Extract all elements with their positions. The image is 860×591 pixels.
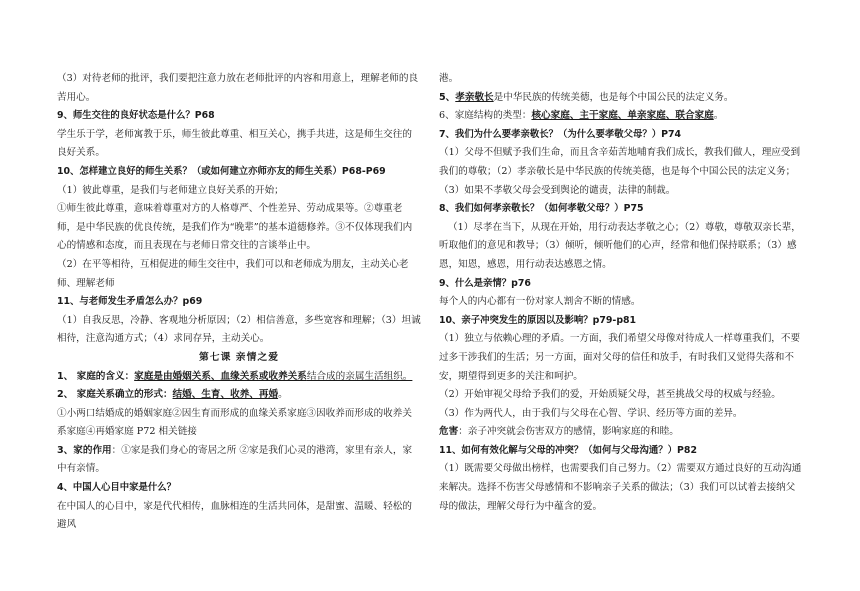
answer-9-right: 每个人的内心都有一份对家人割舍不断的情感。 [439, 296, 641, 308]
point-6-end: 。 [713, 110, 724, 122]
left-column [57, 70, 421, 535]
question-9-right: 9、什么是亲情？p76 [439, 277, 531, 289]
point-3-family-role [57, 442, 421, 479]
answer-10-left-3: （2）在平等相待，互相促进的师生交往中，我们可以和老师成为朋友，主动关心老师、理解老师 [57, 258, 409, 289]
answer-10-right-1: （1）独立与依赖心理的矛盾。一方面，我们希望父母像对待成人一样尊重我们，不要过多干涉我们的生活；另一方面，面对父母的信任和放手，有时我们又觉得失落和不安，期望得到更多的关注和呵护。 [439, 333, 801, 382]
answer-10-left-1: （1）彼此尊重，是我们与老师建立良好关系的开始； [57, 184, 284, 196]
point-2-underlined: 结婚、生育、收养、再婚 [172, 389, 279, 401]
point-2-end: 。 [278, 389, 288, 401]
point-6-underlined: 核心家庭、主干家庭、单亲家庭、联合家庭 [531, 110, 714, 122]
point-1-underlined: 家庭是由婚姻关系、血缘关系或收养关系 [134, 370, 307, 382]
question-11-right: 11、如何有效化解与父母的冲突？（如何与父母沟通？）P82 [439, 444, 697, 456]
answer-9-left: 学生乐于学，老师寓教于乐，师生彼此尊重、相互关心，携手共进，这是师生交往的良好关系。 [57, 128, 412, 159]
answer-11-right: （1）既需要父母做出榜样，也需要我们自己努力。（2）需要双方通过良好的互动沟通来解决。选择不伤害父母感情和不影响亲子关系的做法；（3）我们可以试着去接纳父母的做法，理解父母行为中蕴含的爱。 [439, 463, 802, 512]
continued-text: 港。 [439, 73, 459, 84]
point-6-family-types [439, 107, 803, 126]
harm-text: ：亲子冲突就会伤害双方的感情，影响家庭的和睦。 [458, 426, 679, 438]
question-8-right: 8、我们如何孝亲敬长？（如何孝敬父母？）P75 [439, 203, 644, 215]
point-1-label: 1、 家庭的含义： [57, 370, 135, 382]
point-2-answer: ①小两口结婚成的婚姻家庭②因生育而形成的血缘关系家庭③因收养而形成的收养关系家庭④再婚家庭 P72 相关链接 [57, 407, 412, 438]
point-4-question: 4、中国人心目中家是什么？ [57, 482, 177, 494]
point-3-label: 3、家的作用 [57, 444, 112, 456]
paragraph-criticism: （3）对待老师的批评，我们要把注意力放在老师批评的内容和用意上，理解老师的良苦用心。 [57, 73, 419, 103]
point-1-rest: 结合成的亲属生活组织。 [306, 370, 413, 382]
answer-7-right: （1）父母不但赋予我们生命，而且含辛茹苦地哺育我们成长，教我们做人，理应受到我们的尊敬；（2）孝亲敬长是中华民族的传统美德，也是每个中国公民的法定义务；（3）如果不孝敬父母会受到舆论的谴责，法律的制裁。 [439, 147, 801, 196]
question-10-left: 10、怎样建立良好的师生关系？（或如何建立亦师亦友的师生关系）P68-P69 [57, 165, 386, 177]
lesson-title: 第七课 亲情之爱 [199, 351, 279, 363]
point-1-family-definition [57, 368, 421, 387]
question-10-right: 10、亲子冲突发生的原因以及影响？p79-p81 [439, 314, 637, 326]
point-2-label: 2、 家庭关系确立的形式： [57, 389, 173, 401]
point-2-family-forms [57, 386, 421, 405]
point-5-label: 5、 [439, 91, 456, 103]
answer-8-right: （1）尽孝在当下，从现在开始，用行动表达孝敬之心；（2）尊敬，尊敬双亲长辈，听取他们的意见和教导；（3）倾听，倾听他们的心声，经常和他们保持联系；（3）感恩，知恩，感恩，用行动表达感恩之情。 [439, 221, 801, 270]
harm-line [439, 423, 803, 442]
answer-10-left-2: ①师生彼此尊重，意味着尊重对方的人格尊严、个性差异、劳动成果等。②尊重老师，是中华民族的优良传统，是我们作为“晚辈”的基本道德修养。③不仅体现我们内心的情感和态度，而且表现在与老师日常交往的言谈举止中。 [57, 203, 413, 252]
point-6-label: 6、家庭结构的类型： [439, 110, 532, 122]
answer-10-right-3: （3）作为两代人，由于我们与父母在心智、学识、经历等方面的差异。 [439, 407, 743, 419]
answer-10-right-2: （2）开始审视父母给予我们的爱，开始质疑父母，甚至挑战父母的权威与经验。 [439, 389, 781, 401]
point-3-text: ：①家是我们身心的寄居之所 ②家是我们心灵的港湾，家里有亲人，家中有亲情。 [57, 444, 413, 475]
answer-11-left: （1）自我反思，冷静、客观地分析原因；（2）相信善意，多些宽容和理解；（3）坦诚相待，注意沟通方式；（4）求同存异，主动关心。 [57, 314, 421, 345]
right-column [439, 70, 803, 516]
point-4-answer: 在中国人的心目中，家是代代相传，血脉相连的生活共同体，是甜蜜、温暖、轻松的避风 [57, 500, 412, 531]
question-7-right: 7、我们为什么要孝亲敬长？（为什么要孝敬父母？）P74 [439, 128, 682, 140]
point-5-underlined: 孝亲敬长 [455, 91, 494, 103]
question-11-left: 11、与老师发生矛盾怎么办？p69 [57, 296, 203, 308]
point-5-text: 是中华民族的传统美德，也是每个中国公民的法定义务。 [493, 91, 734, 103]
harm-label: 危害 [439, 426, 459, 438]
question-9-left: 9、师生交往的良好状态是什么？P68 [57, 110, 215, 122]
point-5-filial-piety [439, 89, 803, 108]
